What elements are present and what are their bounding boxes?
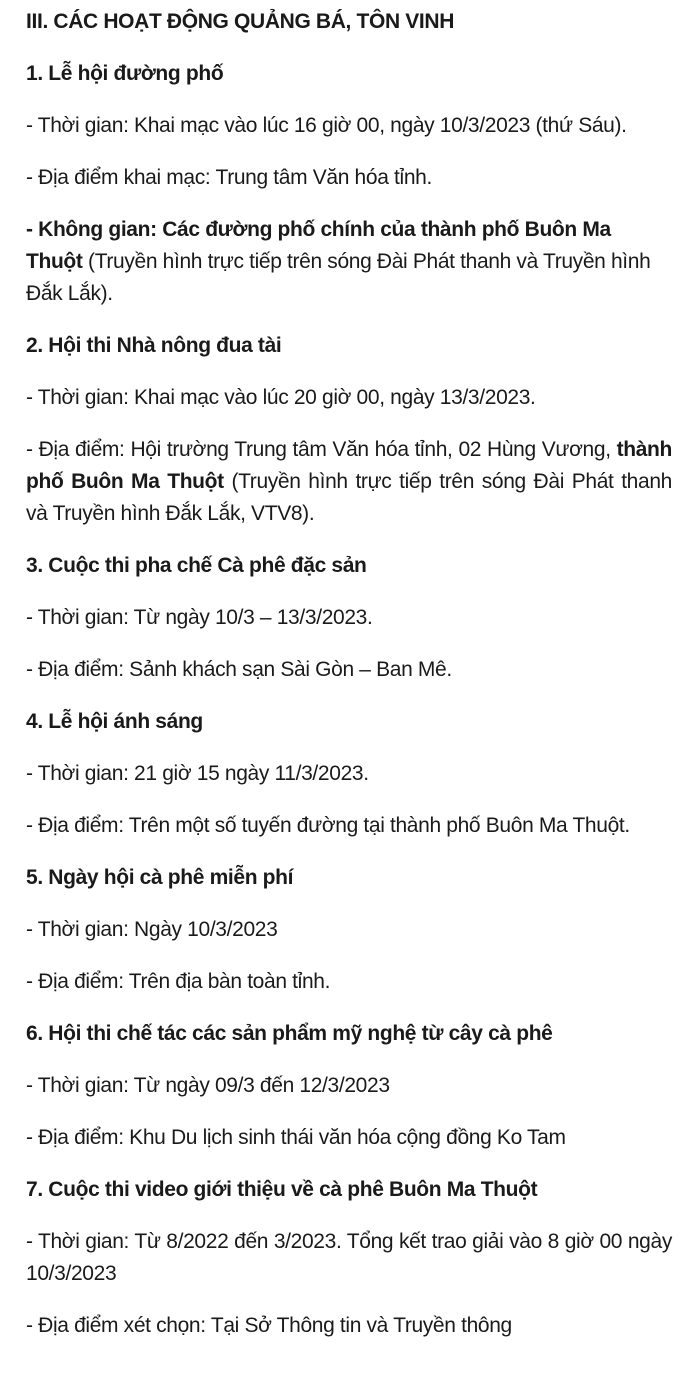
time-farmer-contest: - Thời gian: Khai mạc vào lúc 20 giờ 00, ngày 13/3/2023. xyxy=(26,386,536,409)
heading-craft-contest: 6. Hội thi chế tác các sản phẩm mỹ nghệ từ cây cà phê xyxy=(26,1022,553,1045)
section-title: III. CÁC HOẠT ĐỘNG QUẢNG BÁ, TÔN VINH xyxy=(26,10,455,33)
space-street-festival xyxy=(26,214,672,310)
time-craft-contest: - Thời gian: Từ ngày 09/3 đến 12/3/2023 xyxy=(26,1074,390,1097)
venue-street-festival: - Địa điểm khai mạc: Trung tâm Văn hóa tỉnh. xyxy=(26,166,432,189)
heading-video-contest: 7. Cuộc thi video giới thiệu về cà phê Buôn Ma Thuột xyxy=(26,1178,538,1201)
time-free-coffee-day: - Thời gian: Ngày 10/3/2023 xyxy=(26,918,278,941)
time-coffee-brewing: - Thời gian: Từ ngày 10/3 – 13/3/2023. xyxy=(26,606,373,629)
space-label-bold: - Không gian: Các đường phố chính của thành phố Buôn Ma Thuột xyxy=(26,218,611,273)
heading-free-coffee-day: 5. Ngày hội cà phê miễn phí xyxy=(26,866,294,889)
time-light-festival: - Thời gian: 21 giờ 15 ngày 11/3/2023. xyxy=(26,762,369,785)
venue-farmer-contest xyxy=(26,434,672,530)
venue-craft-contest: - Địa điểm: Khu Du lịch sinh thái văn hóa cộng đồng Ko Tam xyxy=(26,1126,566,1149)
venue-video-contest: - Địa điểm xét chọn: Tại Sở Thông tin và Truyền thông xyxy=(26,1314,512,1337)
time-video-contest: - Thời gian: Từ 8/2022 đến 3/2023. Tổng kết trao giải vào 8 giờ 00 ngày 10/3/2023 xyxy=(26,1230,672,1285)
time-street-festival: - Thời gian: Khai mạc vào lúc 16 giờ 00, ngày 10/3/2023 (thứ Sáu). xyxy=(26,114,627,137)
space-broadcast-note: (Truyền hình trực tiếp trên sóng Đài Phát thanh và Truyền hình Đắk Lắk). xyxy=(26,250,651,305)
venue-farmer-city-bold: thành phố Buôn Ma Thuột xyxy=(26,438,672,493)
venue-light-festival: - Địa điểm: Trên một số tuyến đường tại thành phố Buôn Ma Thuột. xyxy=(26,814,630,837)
venue-farmer-part-a: - Địa điểm: Hội trường Trung tâm Văn hóa tỉnh, 02 Hùng Vương, xyxy=(26,438,617,461)
heading-farmer-contest: 2. Hội thi Nhà nông đua tài xyxy=(26,334,282,357)
venue-free-coffee-day: - Địa điểm: Trên địa bàn toàn tỉnh. xyxy=(26,970,331,993)
venue-coffee-brewing: - Địa điểm: Sảnh khách sạn Sài Gòn – Ban Mê. xyxy=(26,658,452,681)
venue-farmer-part-b: (Truyền hình trực tiếp trên sóng Đài Phát thanh và Truyền hình Đắk Lắk, VTV8). xyxy=(26,470,672,525)
heading-light-festival: 4. Lễ hội ánh sáng xyxy=(26,710,203,733)
heading-coffee-brewing: 3. Cuộc thi pha chế Cà phê đặc sản xyxy=(26,554,367,577)
heading-street-festival: 1. Lễ hội đường phố xyxy=(26,62,224,85)
